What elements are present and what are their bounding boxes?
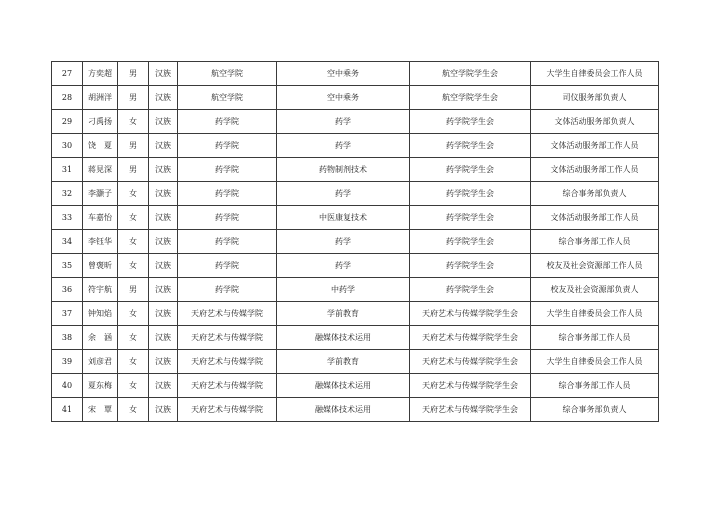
ethnicity-cell: 汉族 [149, 206, 178, 230]
gender-cell: 男 [118, 134, 149, 158]
college-cell: 天府艺术与传媒学院 [178, 374, 277, 398]
name-cell: 胡洲洋 [83, 86, 118, 110]
ethnicity-cell: 汉族 [149, 350, 178, 374]
row-number-cell: 35 [52, 254, 83, 278]
table-row [52, 398, 659, 422]
college-cell: 航空学院 [178, 86, 277, 110]
ethnicity-cell: 汉族 [149, 134, 178, 158]
gender-cell: 男 [118, 86, 149, 110]
table-row [52, 326, 659, 350]
ethnicity-cell: 汉族 [149, 110, 178, 134]
position-cell: 综合事务部工作人员 [531, 326, 659, 350]
name-cell: 刘彦君 [83, 350, 118, 374]
ethnicity-cell: 汉族 [149, 182, 178, 206]
row-number-cell: 37 [52, 302, 83, 326]
ethnicity-cell: 汉族 [149, 254, 178, 278]
college-cell: 药学院 [178, 182, 277, 206]
college-cell: 天府艺术与传媒学院 [178, 398, 277, 422]
student-union-cell: 药学院学生会 [410, 254, 531, 278]
row-number-cell: 28 [52, 86, 83, 110]
name-cell: 刁禹扬 [83, 110, 118, 134]
ethnicity-cell: 汉族 [149, 374, 178, 398]
position-cell: 校友及社会资源部工作人员 [531, 254, 659, 278]
name-cell: 余 涵 [83, 326, 118, 350]
major-cell: 融媒体技术运用 [277, 398, 410, 422]
roster-table [51, 61, 659, 422]
student-union-cell: 航空学院学生会 [410, 86, 531, 110]
college-cell: 药学院 [178, 254, 277, 278]
row-number-cell: 39 [52, 350, 83, 374]
position-cell: 文体活动服务部工作人员 [531, 134, 659, 158]
position-cell: 综合事务部工作人员 [531, 230, 659, 254]
student-union-cell: 天府艺术与传媒学院学生会 [410, 326, 531, 350]
name-cell: 蒋見深 [83, 158, 118, 182]
name-cell: 夏东梅 [83, 374, 118, 398]
college-cell: 药学院 [178, 230, 277, 254]
major-cell: 融媒体技术运用 [277, 374, 410, 398]
student-union-cell: 药学院学生会 [410, 134, 531, 158]
gender-cell: 女 [118, 302, 149, 326]
name-cell: 饶 夏 [83, 134, 118, 158]
gender-cell: 女 [118, 374, 149, 398]
ethnicity-cell: 汉族 [149, 158, 178, 182]
gender-cell: 女 [118, 398, 149, 422]
ethnicity-cell: 汉族 [149, 230, 178, 254]
table-row [52, 302, 659, 326]
table-row [52, 206, 659, 230]
position-cell: 大学生自律委员会工作人员 [531, 302, 659, 326]
major-cell: 空中乘务 [277, 62, 410, 86]
position-cell: 文体活动服务部工作人员 [531, 206, 659, 230]
ethnicity-cell: 汉族 [149, 86, 178, 110]
student-union-cell: 药学院学生会 [410, 230, 531, 254]
major-cell: 中药学 [277, 278, 410, 302]
roster-body [52, 62, 659, 422]
position-cell: 校友及社会资源部负责人 [531, 278, 659, 302]
major-cell: 学前教育 [277, 302, 410, 326]
major-cell: 药物制剂技术 [277, 158, 410, 182]
major-cell: 药学 [277, 254, 410, 278]
position-cell: 大学生自律委员会工作人员 [531, 62, 659, 86]
table-row [52, 230, 659, 254]
ethnicity-cell: 汉族 [149, 326, 178, 350]
major-cell: 药学 [277, 182, 410, 206]
major-cell: 空中乘务 [277, 86, 410, 110]
row-number-cell: 41 [52, 398, 83, 422]
row-number-cell: 27 [52, 62, 83, 86]
ethnicity-cell: 汉族 [149, 398, 178, 422]
student-union-cell: 天府艺术与传媒学院学生会 [410, 374, 531, 398]
gender-cell: 女 [118, 230, 149, 254]
college-cell: 药学院 [178, 110, 277, 134]
row-number-cell: 30 [52, 134, 83, 158]
name-cell: 车嘉怡 [83, 206, 118, 230]
table-row [52, 110, 659, 134]
major-cell: 药学 [277, 110, 410, 134]
gender-cell: 女 [118, 326, 149, 350]
row-number-cell: 33 [52, 206, 83, 230]
gender-cell: 女 [118, 254, 149, 278]
position-cell: 司仪服务部负责人 [531, 86, 659, 110]
position-cell: 文体活动服务部负责人 [531, 110, 659, 134]
student-union-cell: 天府艺术与传媒学院学生会 [410, 398, 531, 422]
gender-cell: 女 [118, 206, 149, 230]
position-cell: 综合事务部负责人 [531, 182, 659, 206]
major-cell: 中医康复技术 [277, 206, 410, 230]
position-cell: 综合事务部负责人 [531, 398, 659, 422]
row-number-cell: 32 [52, 182, 83, 206]
position-cell: 综合事务部工作人员 [531, 374, 659, 398]
major-cell: 学前教育 [277, 350, 410, 374]
college-cell: 药学院 [178, 134, 277, 158]
row-number-cell: 29 [52, 110, 83, 134]
row-number-cell: 36 [52, 278, 83, 302]
ethnicity-cell: 汉族 [149, 302, 178, 326]
table-row [52, 350, 659, 374]
table-row [52, 86, 659, 110]
gender-cell: 男 [118, 158, 149, 182]
gender-cell: 女 [118, 350, 149, 374]
student-union-cell: 药学院学生会 [410, 182, 531, 206]
college-cell: 航空学院 [178, 62, 277, 86]
gender-cell: 女 [118, 182, 149, 206]
student-union-cell: 药学院学生会 [410, 110, 531, 134]
college-cell: 药学院 [178, 206, 277, 230]
college-cell: 天府艺术与传媒学院 [178, 326, 277, 350]
row-number-cell: 31 [52, 158, 83, 182]
name-cell: 宋 覃 [83, 398, 118, 422]
college-cell: 天府艺术与传媒学院 [178, 350, 277, 374]
student-union-cell: 天府艺术与传媒学院学生会 [410, 350, 531, 374]
college-cell: 药学院 [178, 278, 277, 302]
student-union-cell: 药学院学生会 [410, 206, 531, 230]
gender-cell: 男 [118, 278, 149, 302]
position-cell: 文体活动服务部工作人员 [531, 158, 659, 182]
name-cell: 方奕超 [83, 62, 118, 86]
table-row [52, 254, 659, 278]
ethnicity-cell: 汉族 [149, 62, 178, 86]
major-cell: 药学 [277, 134, 410, 158]
row-number-cell: 40 [52, 374, 83, 398]
table-row [52, 278, 659, 302]
table-row [52, 158, 659, 182]
table-row [52, 134, 659, 158]
name-cell: 符宇航 [83, 278, 118, 302]
gender-cell: 女 [118, 110, 149, 134]
major-cell: 药学 [277, 230, 410, 254]
table-row [52, 182, 659, 206]
gender-cell: 男 [118, 62, 149, 86]
student-union-cell: 航空学院学生会 [410, 62, 531, 86]
ethnicity-cell: 汉族 [149, 278, 178, 302]
row-number-cell: 38 [52, 326, 83, 350]
position-cell: 大学生自律委员会工作人员 [531, 350, 659, 374]
name-cell: 曾褒昕 [83, 254, 118, 278]
name-cell: 李灏子 [83, 182, 118, 206]
college-cell: 天府艺术与传媒学院 [178, 302, 277, 326]
student-union-cell: 药学院学生会 [410, 278, 531, 302]
table-row [52, 374, 659, 398]
student-union-cell: 天府艺术与传媒学院学生会 [410, 302, 531, 326]
name-cell: 钟知焰 [83, 302, 118, 326]
college-cell: 药学院 [178, 158, 277, 182]
name-cell: 李钰华 [83, 230, 118, 254]
student-union-cell: 药学院学生会 [410, 158, 531, 182]
major-cell: 融媒体技术运用 [277, 326, 410, 350]
table-row [52, 62, 659, 86]
row-number-cell: 34 [52, 230, 83, 254]
